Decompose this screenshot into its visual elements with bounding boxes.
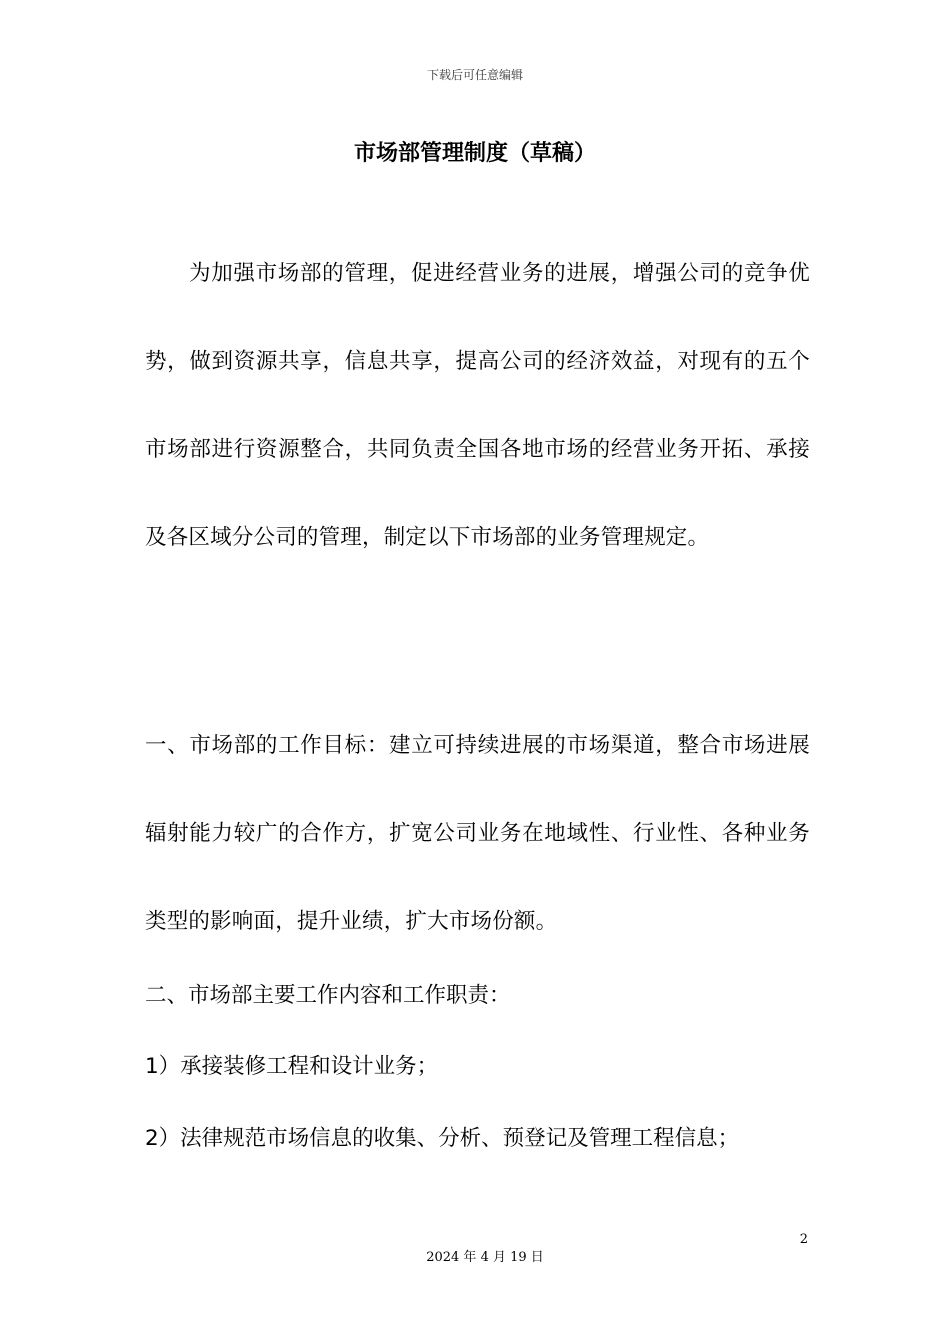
- footer-date: 2024 年 4 月 19 日: [426, 1250, 544, 1265]
- header-note: 下载后可任意编辑: [426, 68, 523, 82]
- section2-heading: 二、市场部主要工作内容和工作职责：: [145, 983, 511, 1008]
- list-item: 2）法律规范市场信息的收集、分析、预登记及管理工程信息；: [145, 1126, 740, 1151]
- page-number: 2: [799, 1232, 808, 1247]
- section1-paragraph: 一、市场部的工作目标：建立可持续进展的市场渠道，整合市场进展辐射能力较广的合作方，扩宽公司业务在地域性、行业性、各种业务类型的影响面，提升业绩，扩大市场份额。: [145, 733, 810, 934]
- document-title: 市场部管理制度（草稿）: [353, 141, 596, 166]
- list-item: 1）承接装修工程和设计业务；: [145, 1054, 439, 1079]
- intro-paragraph: 为加强市场部的管理，促进经营业务的进展，增强公司的竞争优势，做到资源共享，信息共享，提高公司的经济效益，对现有的五个市场部进行资源整合，共同负责全国各地市场的经营业务开拓、承接及各区域分公司的管理，制定以下市场部的业务管理规定。: [145, 261, 810, 550]
